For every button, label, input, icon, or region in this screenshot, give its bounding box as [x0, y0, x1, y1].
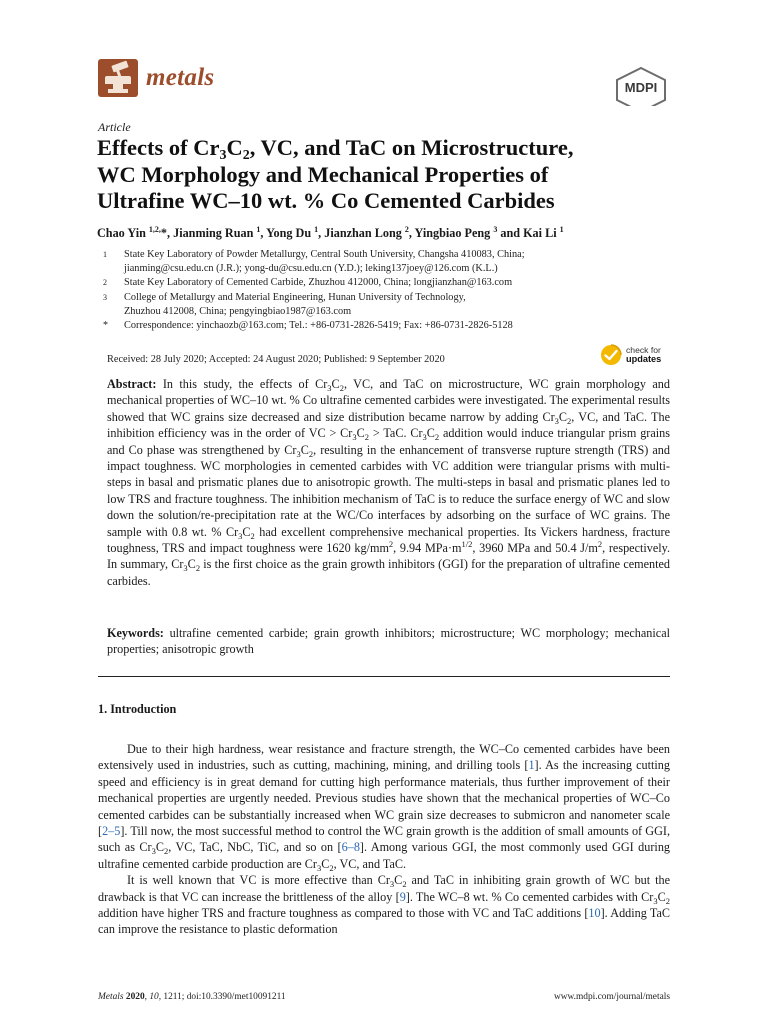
title-line-3: Ultrafine WC–10 wt. % Co Cemented Carbides [97, 188, 555, 213]
citation-link[interactable]: 9 [399, 889, 406, 904]
correspondence: * Correspondence: yinchaozb@163.com; Tel.: +86-0731-2826-5419; Fax: +86-0731-2826-5128 [103, 320, 513, 332]
publisher-logo-text: MDPI [624, 80, 658, 95]
abstract-label: Abstract: [107, 377, 157, 391]
citation-link[interactable]: 2–5 [102, 824, 121, 839]
publisher-logo[interactable] [613, 66, 669, 106]
author-list: Chao Yin $^{1,2,}$*, Jianming Ruan $^1$, Yong Du $^1$, Jianzhan Long $^2$, Yingbiao Peng $^3$ and Kai Li $^1$ [97, 224, 564, 240]
affiliation-item: 1 State Key Laboratory of Powder Metallurgy, Central South University, Changsha 410083, China; [103, 249, 525, 260]
author-name[interactable]: Yong Du [266, 226, 312, 240]
section-divider [98, 676, 670, 677]
check-for-updates-badge[interactable]: check for updates [600, 344, 661, 366]
affiliation-item: 3 College of Metallurgy and Material Engineering, Hunan University of Technology, [103, 291, 466, 303]
title-line-2: WC Morphology and Mechanical Properties of [97, 161, 549, 187]
author-name[interactable]: Jianzhan Long [324, 226, 402, 240]
affiliations [103, 248, 673, 333]
abstract: Abstract: In this study, the effects of $Cr_3C_2$, VC, and TaC on microstructure, WC grain morphology and mechanical properties of WC–10 wt. % Co ultrafine cemented carbides were investigated. The experimental results showed that WC grains size decreased and size distribution became narrow by adding $Cr_3C_2$, VC, and TaC. The inhibition efficiency was in the order of VC > $Cr_3C_2$ > TaC. $Cr_3C_2$ addition would induce triangular prism grains and Co phase was strengthened by $Cr_3C_2$, resulting in the enhancement of transverse rupture strength (TRS) and impact toughness. WC morphologies in cemented carbides with VC addition were triangular prisms with multi-steps in basal and prismatic planes due to anisotropic growth. The multi-steps in basal and prismatic planes led to low TRS and fracture toughness. The inhibition mechanism of TaC is to reduce the surface energy of WC and slow down the solution/re-precipitation rate at the WC/Co interfaces by adsorbing on the surface of WC grains. The sample with 0.8 wt. % $Cr_3C_2$ had excellent comprehensive mechanical properties. Its Vickers hardness, fracture toughness, TRS and impact toughness were 1620 $kg/mm^2$, 9.94 $MPa\cdot m^{1/2}$, 3960 MPa and 50.4 $J/m^2$, respectively. In summary, $Cr_3C_2$ is the first choice as the grain growth inhibitors (GGI) for the preparation of ultrafine cemented carbides. [107, 377, 671, 588]
paragraph: Due to their high hardness, wear resistance and fracture strength, the WC–Co cemented carbides have been extensively used in industries, such as cutting, machining, mining, and drilling tools [1]. As the increasing cutting speed and efficiency is in great demand for cutting high performance materials, thus further improvement of their mechanical properties are urgently needed. Previous studies have shown that the mechanical properties of WC–Co cemented carbides can be substantially increased when WC grain size decreases to submicron and nanometer scale [2–5]. Till now, the most successful method to control the WC grain growth is the addition of small amounts of GGI, such as $Cr_3C_2$, VC, TaC, NbC, TiC, and so on [6–8]. Among various GGI, the most commonly used GGI during ultrafine cemented carbide production are $Cr_3C_2$, VC, and TaC. [98, 742, 671, 873]
affiliation-item: Zhuzhou 412008, China; pengyingbiao1987@163.com [124, 305, 352, 317]
title-line-1: Effects of $Cr_3C_2$, VC, and TaC on Microstructure, [97, 135, 574, 163]
introduction-body [98, 741, 670, 938]
journal-logo[interactable] [98, 58, 214, 98]
citation-link[interactable]: 6–8 [341, 840, 360, 855]
affiliation-item: 2 State Key Laboratory of Cemented Carbide, Zhuzhou 412000, China; longjianzhan@163.com [103, 277, 513, 289]
author-name[interactable]: Chao Yin [97, 226, 146, 240]
publication-dates: Received: 28 July 2020; Accepted: 24 August 2020; Published: 9 September 2020 [107, 354, 445, 365]
journal-url[interactable]: www.mdpi.com/journal/metals [553, 992, 670, 1002]
affiliation-item: jianming@csu.edu.cn (J.R.); yong-du@csu.edu.cn (Y.D.); leking137joey@126.com (K.L.) [124, 263, 498, 275]
check-for-updates-icon [600, 344, 622, 366]
paragraph: It is well known that VC is more effective than $Cr_3C_2$ and TaC in inhibiting grain growth of WC but the drawback is that VC can increase the brittleness of the alloy [9]. The WC–8 wt. % Co cemented carbides with $Cr_3C_2$ addition have higher TRS and fracture toughness as compared to those with VC and TaC additions [10]. Adding TaC can improve the resistance to plastic deformation [98, 873, 671, 937]
journal-name: metals [146, 64, 215, 91]
article-type: Article [98, 120, 131, 134]
keywords-label: Keywords: [107, 626, 164, 640]
mdpi-hexagon-logo [613, 66, 669, 106]
metals-anvil-icon [98, 59, 138, 97]
section-heading: 1. Introduction [98, 702, 177, 716]
author-name[interactable]: Jianming Ruan [173, 226, 254, 240]
author-name[interactable]: Yingbiao Peng [414, 226, 491, 240]
paper-title [97, 135, 677, 215]
citation-link[interactable]: 10 [588, 906, 601, 921]
author-name[interactable]: Kai Li [523, 226, 557, 240]
keywords: Keywords: ultrafine cemented carbide; grain growth inhibitors; microstructure; WC morphology; mechanical properties; anisotropic growth [107, 626, 670, 657]
citation-link[interactable]: 1 [528, 758, 535, 773]
footer-citation: Metals 2020, 10, 1211; doi:10.3390/met10091211 [98, 992, 286, 1002]
